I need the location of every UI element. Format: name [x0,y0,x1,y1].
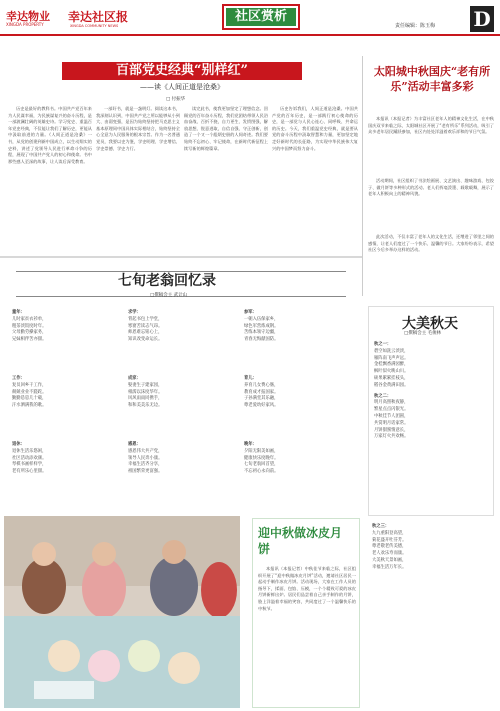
newspaper-logo: 幸达社区报 [68,10,129,24]
article2-para3: 此次活动，不仅丰富了老年人的文化生活，还增进了邻里之间的感情，让老人们度过了一个快乐、温馨的节日。大家纷纷表示，希望社区今后多举办这样的活动。 [368,234,494,253]
poem-stanza [244,376,352,410]
article1-col4: 历史告诉我们，人间正道是沧桑。中国共产党的百年历史，是一部践行初心使命的历史，是一部党与人民心连心、同呼吸、共命运的历史。今天，我们重温党史经典，就是要从党的奋斗历程中汲取智慧和力量，更加坚定地走好新时代的长征路，为实现中华民族伟大复兴的中国梦而努力奋斗。 [272,106,358,151]
poem-stanza [12,376,120,410]
poem-stanza [244,442,352,476]
stanza-head: 晚年： [244,442,257,447]
editor-credit: 责任编辑：陈玉梅 [395,23,436,29]
stanza-line: 万家灯火共欢畅。 [374,434,409,440]
stanza-line: 尊老爱幼好家风。 [244,403,279,409]
stanza-line: 复员回乡干工作， [12,382,47,388]
stanza-line: 繁星点点闪银光。 [374,407,409,413]
header-rule [0,34,500,36]
stanza-line: 雁阵南飞声声远。 [374,355,409,361]
poem-stanza [244,310,352,344]
stanza-line: 风风雨雨同携手， [128,396,163,402]
stanza-line: 夕阳无限美如画， [244,448,279,454]
stanza-line: 青春无悔献国防。 [244,337,279,343]
stanza-line: 教育成才报国家。 [244,389,279,395]
stanza-line: 中秋佳节人团圆， [374,413,409,419]
poem-stanza [128,442,236,476]
section-divider [0,256,362,258]
autumn-author: □撰稿会主 毛俊林 [404,331,442,336]
stanza-line: 兄妹相伴苦亦甜。 [12,337,47,343]
stanza-line: 退休生活乐悠闲， [12,448,47,454]
stanza-head: 成家： [128,376,141,381]
stanza-line: 幸福生活万年长。 [372,564,407,570]
article1-author: □ 付振华 [166,97,186,102]
poem-stanza [128,310,236,344]
poem-author: □撰稿会主 武计山 [150,293,188,298]
article3-body: 本报讯（本报记者）中秋佳节来临之际，社区组织开展了“迎中秋做冰皮月饼”活动，邀请社区居民一起动手制作冰皮月饼。活动现场，大家在工作人员的指导下，揉面、包馅、压模，一个个精致可爱的冰皮月饼新鲜出炉。居民们品尝着自己亲手制作的月饼，脸上洋溢着幸福的笑容，共同度过了一个温馨快乐的中秋节。 [258,566,356,611]
stanza-head: 育儿： [244,376,257,381]
stanza-line: 父母勤劳操家务， [12,330,47,336]
stanza-line: 背起书包上学堂， [128,316,163,322]
stanza-line: 金桂飘香满园醉， [374,362,409,368]
stanza-line: 共赏明月话家常。 [374,420,409,426]
stanza-line: 明月高照秋夜静， [374,400,409,406]
article1-subtitle: ——读《人间正道是沧桑》 [140,83,224,91]
autumn-stanzas-cont [372,524,496,572]
stanza-line: 大美秋天景如画， [372,557,407,563]
stanza-line: 和和美美乐无边。 [128,403,163,409]
autumn-title: 大美秋天 [402,316,458,332]
stanza-line: 老有所乐心里甜。 [12,469,47,475]
brand-logo-sub: XINGDA PROPERTY [6,22,44,27]
stanza-line: 琴棋书画样样学， [12,462,47,468]
stanza-line: 养育儿女费心肠， [244,382,279,388]
stanza-line: 社区活动添欢颜。 [12,455,47,461]
brand-logo: 幸达物业 [6,10,50,23]
poem-title: 七旬老翁回忆录 [118,273,216,289]
stanza-head: 工作： [12,376,25,381]
poem-stanza [128,376,236,410]
stanza-line: 绿色军营炼成钢。 [244,323,279,329]
stanza-line: 老人欢乐寿而康。 [372,551,407,557]
stanza-line: 菊花盛开吐芬芳。 [372,537,407,543]
stanza-line: 一朝入伍保家乡， [244,316,279,322]
stanza-line: 师恩难忘铭心上， [128,330,163,336]
stanza-line: 健康快乐度晚年。 [244,455,279,461]
article2-para1: 本报讯（本报记者）为丰富社区老年人的精神文化生活，在中秋国庆双节来临之际，太阳城社区开展了“老有所乐”系列活动，吸引了众多老年居民踊跃参加，社区内处处洋溢着欢乐祥和的节日气氛。 [368,116,494,135]
article1-title: 百部党史经典“别样红” [62,62,302,80]
stanza-line: 娶妻生子建家园， [128,382,163,388]
stanza-line: 感恩伟大共产党， [128,448,163,454]
section-title: 社区赏析 [226,8,296,26]
stanza-head: 求学： [128,310,141,315]
stanza-line: 粗茶淡饭度时年。 [12,323,47,329]
stanza-line: 寒窗苦读志气昂。 [128,323,163,329]
mooncake-activity-photo [4,516,240,708]
poem-stanza [12,442,120,476]
stanza-head: 秋之一： [374,342,392,347]
stanza-head: 参军： [244,310,257,315]
stanza-line: 幸福生活齐分享， [128,462,163,468]
article1-col2: 一部好书，就是一盏明灯。阅读这本书，我深刻认识到，中国共产党之所以能够从小到大、由弱变强，是因为始终坚持把马克思主义基本原理同中国具体实际相结合，始终坚持全心全意为人民服务的根本宗旨。作为一名普通党员，我要以史为鉴，学史明理、学史增信、学史崇德、学史力行。 [96,106,180,151]
article1-col1: 历史是最好的教科书。中国共产党百年来为人民谋幸福，为民族谋复兴的奋斗历程，是一部波澜壮阔的英雄史诗。学习党史、重温百年党史经典，不仅能让我们了解历史，更能从中汲取前进的力量。《人间正道是沧桑》一书，从党的创建到新中国成立，以生动翔实的史料，讲述了党领导人民进行革命斗争的历程，展现了中国共产党人的初心和使命。书中那些感人至深的故事，让人读后深受教育。 [8,106,92,164]
stanza-line: 七旬老翁回首望， [244,462,279,468]
autumn-stanzas [374,342,490,441]
stanza-line: 汗水洒满我的歌。 [12,403,47,409]
stanza-line: 碧空如洗云淡淡， [374,348,409,354]
stanza-line: 稻谷金黄满田园。 [374,382,409,388]
poem-grid [12,310,352,506]
column-divider [362,56,363,296]
stanza-head: 退休： [12,442,25,447]
stanza-line: 子孙满堂其乐融， [244,396,279,402]
article2-para2: 活动期间，社区组织了书法绘画展、文艺演出、趣味游戏、包饺子、做月饼等多种形式的活动。老人们挥毫泼墨、载歌载舞，展示了老年人积极向上的精神风貌。 [368,178,494,197]
article1-col3: 读完此书，使我更加坚定了理想信念。回顾党的百年奋斗历程，我们党团结带领人民浴血奋战、百折不挠，自力更生、发愤图强，解放思想、锐意进取，自信自强、守正创新，创造了一个又一个彪炳史册的人间奇迹。我们要始终不忘初心、牢记使命，在新时代新征程上续写新的辉煌篇章。 [184,106,268,151]
stanza-head: 秋之二： [374,393,392,399]
stanza-line: 兢兢业业不蹉跎。 [12,389,47,395]
stanza-line: 相濡以沫度华年。 [128,389,163,395]
stanza-line: 儿时家贫衣衫单， [12,316,47,322]
stanza-head: 感恩： [128,442,141,447]
article2-title: 太阳城中秋国庆“老有所乐”活动丰富多彩 [373,65,491,93]
stanza-line: 知识改变命运长。 [128,337,163,343]
stanza-line: 不忘初心永向前。 [244,469,279,475]
stanza-line: 硕果累累挂枝头， [374,375,409,381]
stanza-line: 月饼甜蜜情意长， [374,427,409,433]
stanza-line: 九九重阳登高望， [372,530,407,536]
stanza-line: 领导人民奔小康。 [128,455,163,461]
page-letter: D [470,6,494,32]
stanza-head: 童年： [12,310,25,315]
stanza-line: 勤勤恳恳几十载， [12,396,47,402]
newspaper-logo-sub: XINGDA COMMUNITY NEWS [70,24,119,28]
stanza-head: 秋之三： [372,524,390,529]
poem-stanza [12,310,120,344]
stanza-line: 苦练本领守边疆， [244,330,279,336]
stanza-line: 枫叶似火映山川。 [374,369,409,375]
stanza-line: 祖国繁荣更富强。 [128,469,163,475]
stanza-line: 尊老敬老传美德， [372,544,407,550]
article3-title: 迎中秋做冰皮月饼 [258,526,343,556]
